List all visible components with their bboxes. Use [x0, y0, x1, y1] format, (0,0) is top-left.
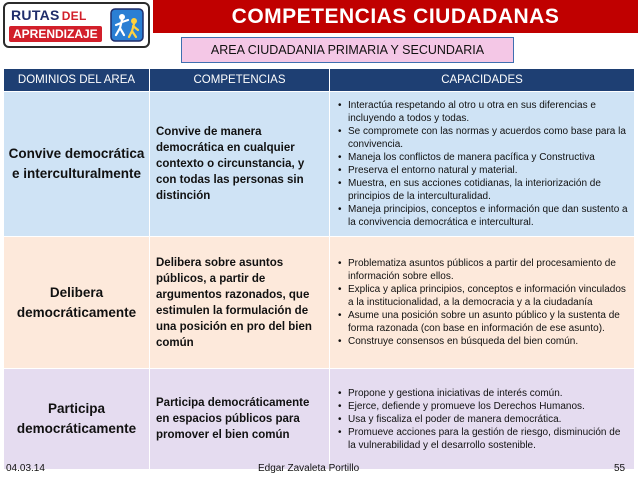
competencia-cell: Convive de manera democrática en cualquier contexto o circunstancia, y con todas las personas sin distinción: [150, 92, 330, 237]
table-row: [4, 237, 635, 369]
page-subtitle: AREA CIUDADANIA PRIMARIA Y SECUNDARIA: [181, 37, 514, 63]
capacidades-list: [336, 387, 628, 452]
list-item: • Explica y aplica principios, conceptos e información vinculados a la institucionalidad, a la democracia y a la ciudadanía: [336, 283, 628, 309]
dominio-cell: Participa democráticamente: [4, 369, 150, 470]
list-item: • Promueve acciones para la gestión de riesgo, disminución de la vulnerabilidad y el desarrollo sostenible.: [336, 426, 628, 452]
list-item: • Muestra, en sus acciones cotidianas, la interiorización de principios de la interculturalidad.: [336, 177, 628, 203]
logo-line2: APRENDIZAJE: [9, 26, 102, 42]
footer-author: Edgar Zavaleta Portillo: [258, 463, 360, 474]
header-dominios: DOMINIOS DEL AREA: [4, 69, 150, 92]
capacidades-cell: [330, 237, 635, 369]
competencias-table: [3, 68, 635, 470]
list-item: • Interactúa respetando al otro u otra en sus diferencias e incluyendo a todos y todas.: [336, 99, 628, 125]
list-item: • Asume una posición sobre un asunto público y la sustenta de forma razonada (con base en información de ese asunto).: [336, 309, 628, 335]
competencia-cell: Delibera sobre asuntos públicos, a partir de argumentos razonados, que estimulen la formulación de una posición en pro del bien común: [150, 237, 330, 369]
logo: [3, 2, 150, 48]
list-item: • Maneja los conflictos de manera pacífica y Constructiva: [336, 151, 628, 164]
list-item: • Preserva el entorno natural y material.: [336, 164, 628, 177]
table-header-row: [4, 69, 635, 92]
footer-date: 04.03.14: [6, 463, 45, 474]
header-competencias: COMPETENCIAS: [150, 69, 330, 92]
list-item: • Ejerce, defiende y promueve los Derechos Humanos.: [336, 400, 628, 413]
footer-page-number: 55: [614, 463, 626, 474]
page-title: COMPETENCIAS CIUDADANAS: [153, 0, 638, 33]
list-item: • Se compromete con las normas y acuerdos como base para la convivencia.: [336, 125, 628, 151]
people-puzzle-icon: [110, 8, 144, 42]
list-item: • Maneja principios, conceptos e información que dan sustento a la convivencia democrática e intercultural.: [336, 203, 628, 229]
list-item: • Construye consensos en búsqueda del bien común.: [336, 335, 628, 348]
table-row: [4, 369, 635, 470]
dominio-cell: Delibera democráticamente: [4, 237, 150, 369]
header-capacidades: CAPACIDADES: [330, 69, 635, 92]
list-item: • Usa y fiscaliza el poder de manera democrática.: [336, 413, 628, 426]
capacidades-cell: [330, 369, 635, 470]
list-item: • Propone y gestiona iniciativas de interés común.: [336, 387, 628, 400]
dominio-cell: Convive democrática e interculturalmente: [4, 92, 150, 237]
capacidades-list: [336, 99, 628, 229]
capacidades-cell: [330, 92, 635, 237]
competencia-cell: Participa democráticamente en espacios públicos para promover el bien común: [150, 369, 330, 470]
list-item: • Problematiza asuntos públicos a partir del procesamiento de información sobre ellos.: [336, 257, 628, 283]
logo-line1: RUTAS DEL: [11, 7, 87, 23]
table-row: [4, 92, 635, 237]
capacidades-list: [336, 257, 628, 348]
